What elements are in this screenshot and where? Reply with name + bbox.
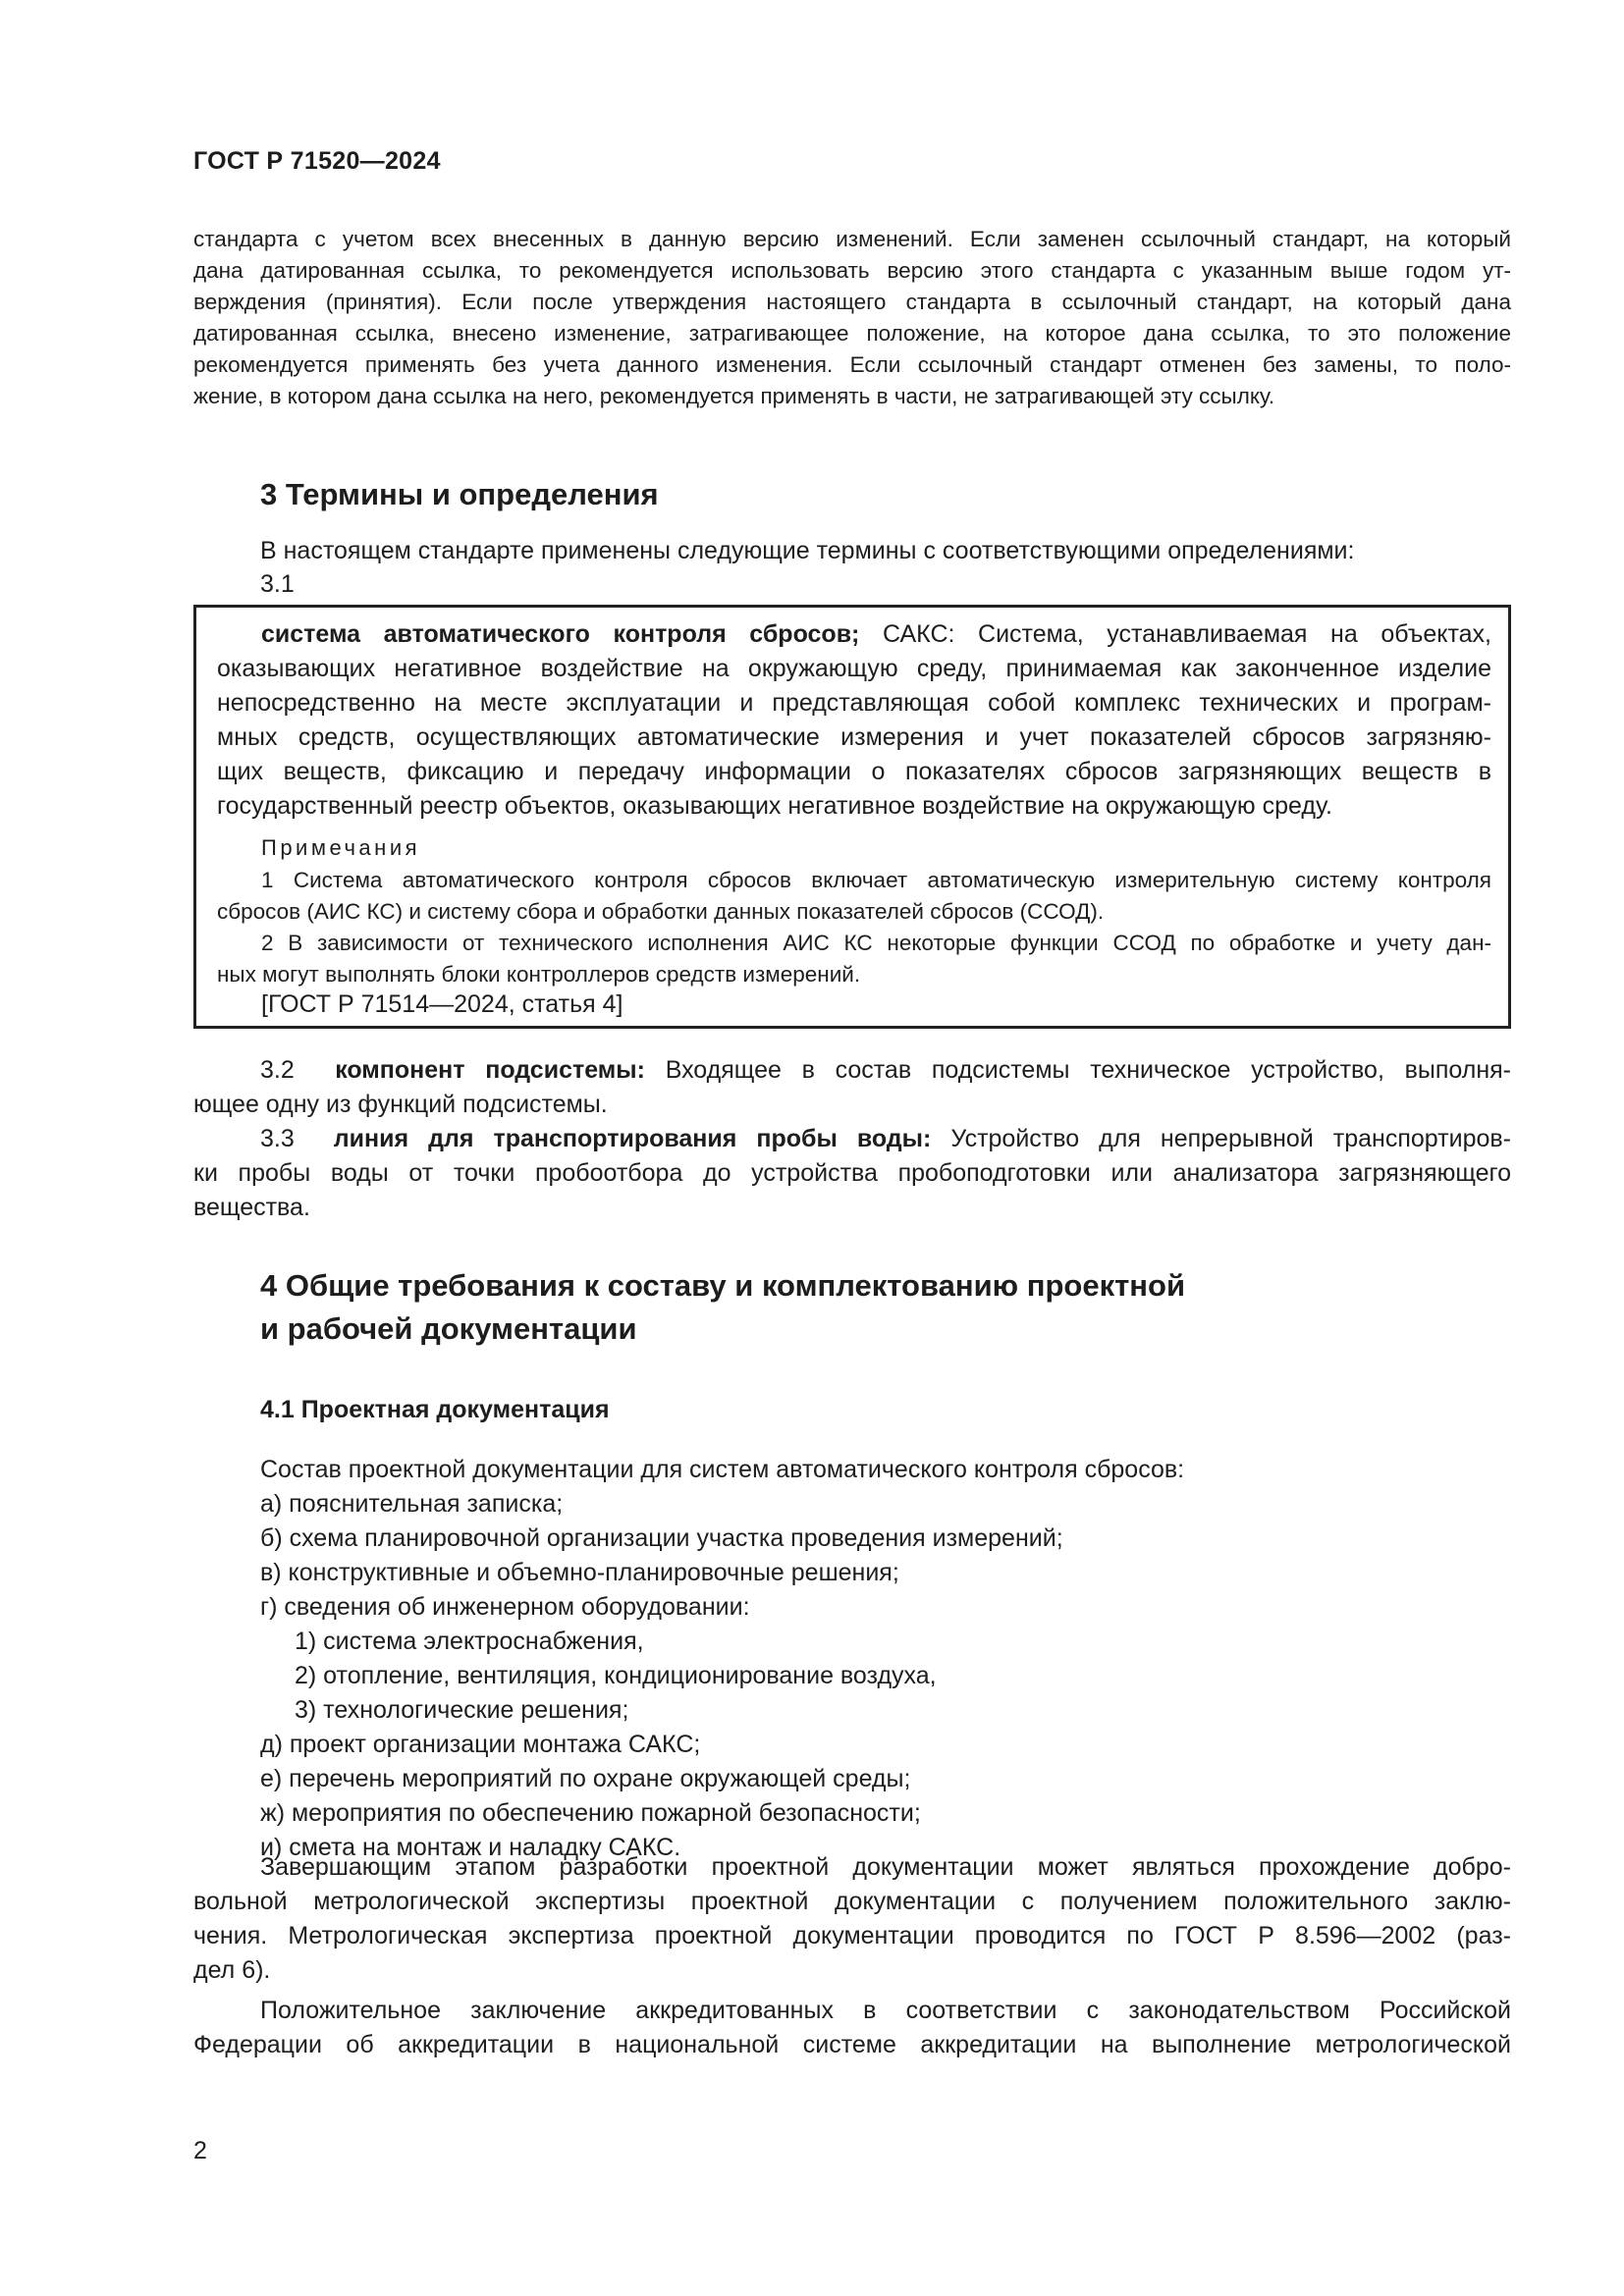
text-line: чения. Метрологическая экспертиза проектной документации проводится по ГОСТ Р 8.596—2002 (раз-	[193, 1922, 1511, 1949]
term-name: система автоматического контроля сбросов;	[261, 620, 860, 648]
list-item: д) проект организации монтажа САКС;	[260, 1731, 701, 1758]
closing-paragraphs	[193, 1850, 1511, 2062]
page-number: 2	[193, 2137, 207, 2164]
text-line: непосредственно на месте эксплуатации и представляющая собой комплекс технических и програм-	[217, 689, 1491, 717]
term-abbreviation: САКС:	[859, 620, 955, 648]
term-text: Система, устанавливаемая на объектах,	[954, 620, 1491, 648]
list-item: г) сведения об инженерном оборудовании:	[260, 1593, 750, 1621]
text-line: оказывающих негативное воздействие на окружающую среду, принимаемая как законченное изделие	[217, 655, 1491, 682]
note-line: сбросов (АИС КС) и систему сбора и обработки данных показателей сбросов (ССОД).	[217, 899, 1105, 924]
note-line: 1 Система автоматического контроля сбросов включает автоматическую измерительную систему контроля	[261, 868, 1491, 892]
text-line: Положительное заключение аккредитованных в соответствии с законодательством Российской	[260, 1997, 1511, 2024]
section-4-heading	[260, 1264, 1185, 1351]
text-line: мных средств, осуществляющих автоматические измерения и учет показателей сбросов загрязняю-	[217, 723, 1491, 751]
list-item: в) конструктивные и объемно-планировочные решения;	[260, 1559, 899, 1586]
heading-line: и рабочей документации	[260, 1311, 637, 1346]
text-line: дана датированная ссылка, то рекомендуется использовать версию этого стандарта с указанным выше годом ут-	[193, 258, 1511, 283]
text-line: датированная ссылка, внесено изменение, затрагивающее положение, на которое дана ссылка, то это положение	[193, 321, 1511, 346]
term-number: 3.3	[260, 1125, 295, 1152]
list-subitem: 1) система электроснабжения,	[295, 1628, 644, 1655]
term-number: 3.2	[260, 1056, 295, 1084]
section-3-heading: 3 Термины и определения	[260, 477, 659, 511]
text-line: ки пробы воды от точки пробоотбора до устройства пробоподготовки или анализатора загрязняющего	[193, 1159, 1511, 1187]
list-item: е) перечень мероприятий по охране окружающей среды;	[260, 1765, 911, 1792]
documentation-list	[260, 1453, 1184, 1865]
term-3-3	[193, 1122, 1511, 1225]
term-3-2	[193, 1053, 1511, 1122]
notes-list	[217, 865, 1491, 990]
term-definition	[217, 617, 1491, 824]
text-line: дел 6).	[193, 1956, 271, 1984]
text-line: ющее одну из функций подсистемы.	[193, 1091, 608, 1118]
list-item: а) пояснительная записка;	[260, 1490, 564, 1518]
term-name: компонент подсистемы:	[335, 1056, 645, 1084]
document-header: ГОСТ Р 71520—2024	[193, 147, 441, 175]
text-line: стандарта с учетом всех внесенных в данную версию изменений. Если заменен ссылочный стандарт, на который	[193, 227, 1511, 251]
term-first-line	[217, 617, 1491, 652]
list-subitem: 3) технологические решения;	[295, 1696, 629, 1724]
text-line: рекомендуется применять без учета данного изменения. Если ссылочный стандарт отменен без замены, то поло-	[193, 352, 1511, 377]
term-first-line	[193, 1122, 1511, 1156]
intro-paragraph	[193, 224, 1511, 412]
notes-title: Примечания	[261, 835, 421, 860]
list-item: и) смета на монтаж и наладку САКС.	[260, 1834, 681, 1861]
section-3-lead: В настоящем стандарте применены следующие термины с соответствующими определениями:	[260, 537, 1355, 564]
text-line: вещества.	[193, 1194, 310, 1221]
text-line: Федерации об аккредитации в национальной системе аккредитации на выполнение метрологической	[193, 2031, 1511, 2058]
text-line: щих веществ, фиксацию и передачу информации о показателях сбросов загрязняющих веществ в	[217, 758, 1491, 785]
list-item: ж) мероприятия по обеспечению пожарной безопасности;	[260, 1799, 921, 1827]
heading-line: 4 Общие требования к составу и комплектованию проектной	[260, 1268, 1186, 1303]
text-line: верждения (принятия). Если после утверждения настоящего стандарта в ссылочный стандарт, на который дана	[193, 290, 1511, 314]
list-lead: Состав проектной документации для систем автоматического контроля сбросов:	[260, 1456, 1185, 1483]
text-line: Завершающим этапом разработки проектной документации может являться прохождение добро-	[260, 1853, 1511, 1881]
note-line: ных могут выполнять блоки контроллеров средств измерений.	[217, 962, 861, 987]
text-line: вольной метрологической экспертизы проектной документации с получением положительного заклю-	[193, 1888, 1511, 1915]
term-first-line	[193, 1053, 1511, 1088]
text-line: государственный реестр объектов, оказывающих негативное воздействие на окружающую среду.	[217, 792, 1332, 820]
term-number-3-1: 3.1	[260, 570, 295, 598]
term-text: Входящее в состав подсистемы техническое устройство, выполня-	[644, 1056, 1511, 1084]
list-subitem: 2) отопление, вентиляция, кондиционирование воздуха,	[295, 1662, 937, 1689]
list-item: б) схема планировочной организации участка проведения измерений;	[260, 1524, 1063, 1552]
term-definition-box	[193, 605, 1511, 1029]
text-line: жение, в котором дана ссылка на него, рекомендуется применять в части, не затрагивающей эту ссылку.	[193, 384, 1275, 408]
term-source-reference: [ГОСТ Р 71514—2024, статья 4]	[261, 990, 623, 1018]
term-text: Устройство для непрерывной транспортиров-	[931, 1125, 1511, 1152]
note-line: 2 В зависимости от технического исполнения АИС КС некоторые функции ССОД по обработке и учету дан-	[261, 931, 1491, 955]
term-name: линия для транспортирования пробы воды:	[333, 1125, 932, 1152]
subsection-4-1-heading: 4.1 Проектная документация	[260, 1396, 610, 1423]
